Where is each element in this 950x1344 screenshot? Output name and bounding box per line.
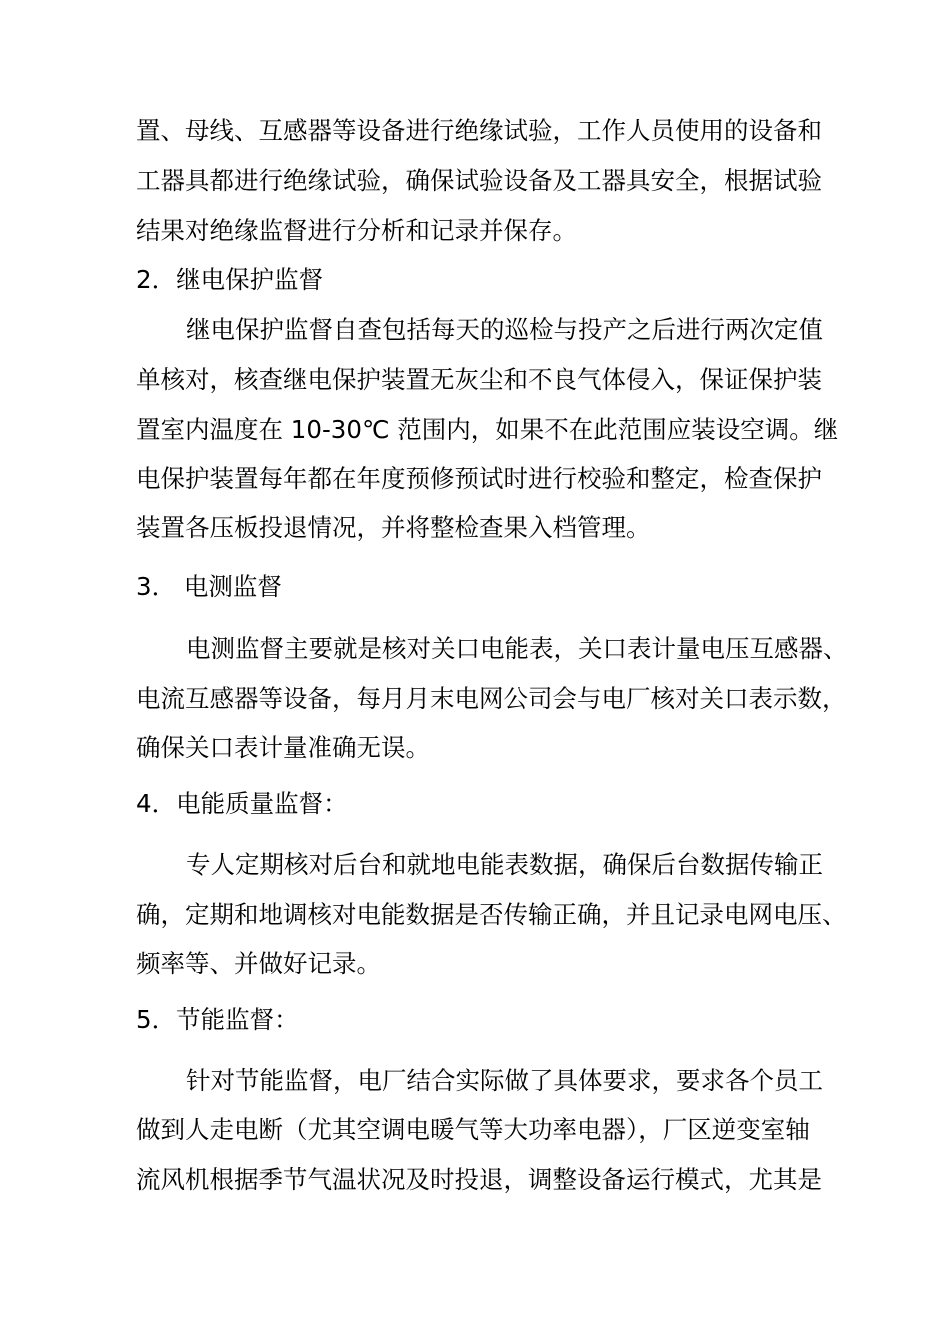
section-heading-energy-saving: 5．节能监督：	[136, 1005, 299, 1034]
paragraph-line: 确保关口表计量准确无误。	[136, 733, 430, 762]
paragraph-line: 确，定期和地调核对电能数据是否传输正确，并且记录电网电压、	[136, 900, 847, 929]
paragraph-line: 装置各压板投退情况，并将整检查果入档管理。	[136, 513, 651, 542]
section-heading-electrical-measurement: 3． 电测监督	[136, 572, 282, 601]
paragraph-line: 继电保护监督自查包括每天的巡检与投产之后进行两次定值	[186, 315, 823, 344]
paragraph-line: 单核对，核查继电保护装置无灰尘和不良气体侵入，保证保护装	[136, 365, 822, 394]
paragraph-line: 置室内温度在 10-30℃ 范围内，如果不在此范围应装设空调。继	[136, 415, 839, 444]
paragraph-line: 电流互感器等设备，每月月末电网公司会与电厂核对关口表示数，	[136, 684, 847, 713]
paragraph-line: 做到人走电断（尤其空调电暖气等大功率电器），厂区逆变室轴	[136, 1115, 810, 1144]
paragraph-line: 结果对绝缘监督进行分析和记录并保存。	[136, 216, 577, 245]
section-heading-power-quality: 4．电能质量监督：	[136, 789, 348, 818]
paragraph-line: 电测监督主要就是核对关口电能表，关口表计量电压互感器、	[186, 634, 848, 663]
paragraph-line: 频率等、并做好记录。	[136, 949, 381, 978]
paragraph-line: 电保护装置每年都在年度预修预试时进行校验和整定，检查保护	[136, 464, 822, 493]
paragraph-line: 工器具都进行绝缘试验，确保试验设备及工器具安全，根据试验	[136, 166, 822, 195]
paragraph-line: 置、母线、互感器等设备进行绝缘试验，工作人员使用的设备和	[136, 116, 822, 145]
section-heading-relay-protection: 2．继电保护监督	[136, 265, 324, 294]
paragraph-line: 流风机根据季节气温状况及时投退，调整设备运行模式，尤其是	[136, 1165, 822, 1194]
paragraph-line: 针对节能监督，电厂结合实际做了具体要求，要求各个员工	[186, 1066, 823, 1095]
paragraph-line: 专人定期核对后台和就地电能表数据，确保后台数据传输正	[186, 850, 823, 879]
